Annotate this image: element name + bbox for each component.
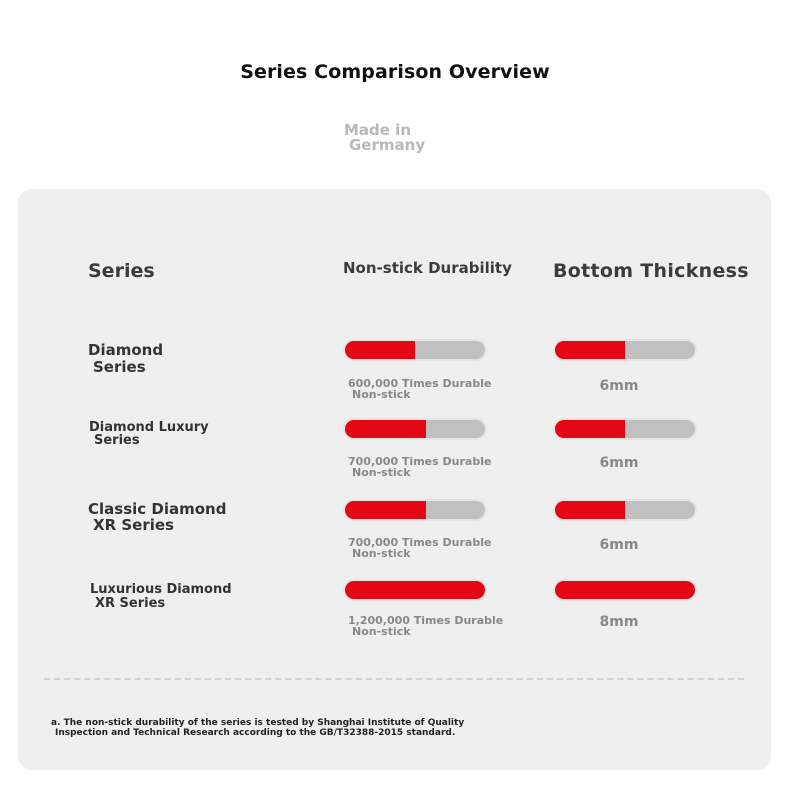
durability-bar	[343, 499, 487, 521]
durability-note-line2: Non-stick	[352, 625, 411, 638]
footnote-line2: Inspection and Technical Research according to the GB/T32388-2015 standard.	[55, 728, 456, 738]
made-in-label	[344, 123, 425, 153]
thickness-value: 6mm	[599, 378, 639, 394]
durability-note-line1: 700,000 Times Durable	[348, 536, 492, 549]
footnote	[51, 718, 741, 738]
series-name-line1: Classic Diamond	[88, 500, 227, 518]
page-title: Series Comparison Overview	[240, 61, 550, 83]
durability-bar-fill	[345, 581, 485, 599]
series-name	[90, 583, 232, 611]
section-divider	[44, 678, 744, 680]
durability-note-line2: Non-stick	[352, 388, 411, 401]
thickness-bar	[553, 339, 697, 361]
series-name	[88, 342, 163, 376]
made-in-line1: Made in	[344, 121, 412, 139]
durability-note	[348, 378, 491, 400]
footnote-line1: a. The non-stick durability of the series is tested by Shanghai Institute of Quality	[51, 718, 465, 728]
series-name-line1: Diamond Luxury	[89, 420, 209, 435]
durability-note-line1: 1,200,000 Times Durable	[348, 614, 504, 627]
durability-note-line2: Non-stick	[352, 547, 411, 560]
comparison-panel	[18, 189, 771, 770]
durability-bar-fill	[345, 420, 426, 438]
series-name-line2: XR Series	[93, 516, 174, 534]
series-name-line1: Diamond	[88, 341, 164, 359]
series-name-line2: Series	[94, 433, 140, 448]
thickness-value: 6mm	[599, 455, 639, 471]
durability-note-line1: 600,000 Times Durable	[348, 377, 492, 390]
durability-note-line2: Non-stick	[352, 466, 411, 479]
durability-note	[348, 615, 503, 637]
thickness-value: 8mm	[599, 614, 639, 630]
thickness-bar	[553, 418, 697, 440]
series-name	[88, 501, 226, 533]
thickness-bar-fill	[555, 420, 625, 438]
durability-bar-fill	[345, 501, 426, 519]
series-name-line2: XR Series	[95, 596, 166, 611]
header-series: Series	[88, 260, 155, 282]
series-name-line2: Series	[93, 358, 146, 376]
thickness-bar	[553, 499, 697, 521]
thickness-bar-fill	[555, 581, 695, 599]
durability-bar-fill	[345, 341, 415, 359]
series-name	[89, 421, 209, 447]
durability-note	[348, 537, 491, 559]
thickness-bar	[553, 579, 697, 601]
made-in-line2: Germany	[349, 136, 426, 154]
thickness-value: 6mm	[599, 537, 639, 553]
durability-bar	[343, 418, 487, 440]
durability-note	[348, 456, 491, 478]
durability-note-line1: 700,000 Times Durable	[348, 455, 492, 468]
header-thickness: Bottom Thickness	[553, 260, 749, 282]
thickness-bar-fill	[555, 501, 625, 519]
header-durability: Non-stick Durability	[343, 259, 512, 277]
durability-bar	[343, 339, 487, 361]
series-name-line1: Luxurious Diamond	[90, 582, 232, 597]
durability-bar	[343, 579, 487, 601]
thickness-bar-fill	[555, 341, 625, 359]
